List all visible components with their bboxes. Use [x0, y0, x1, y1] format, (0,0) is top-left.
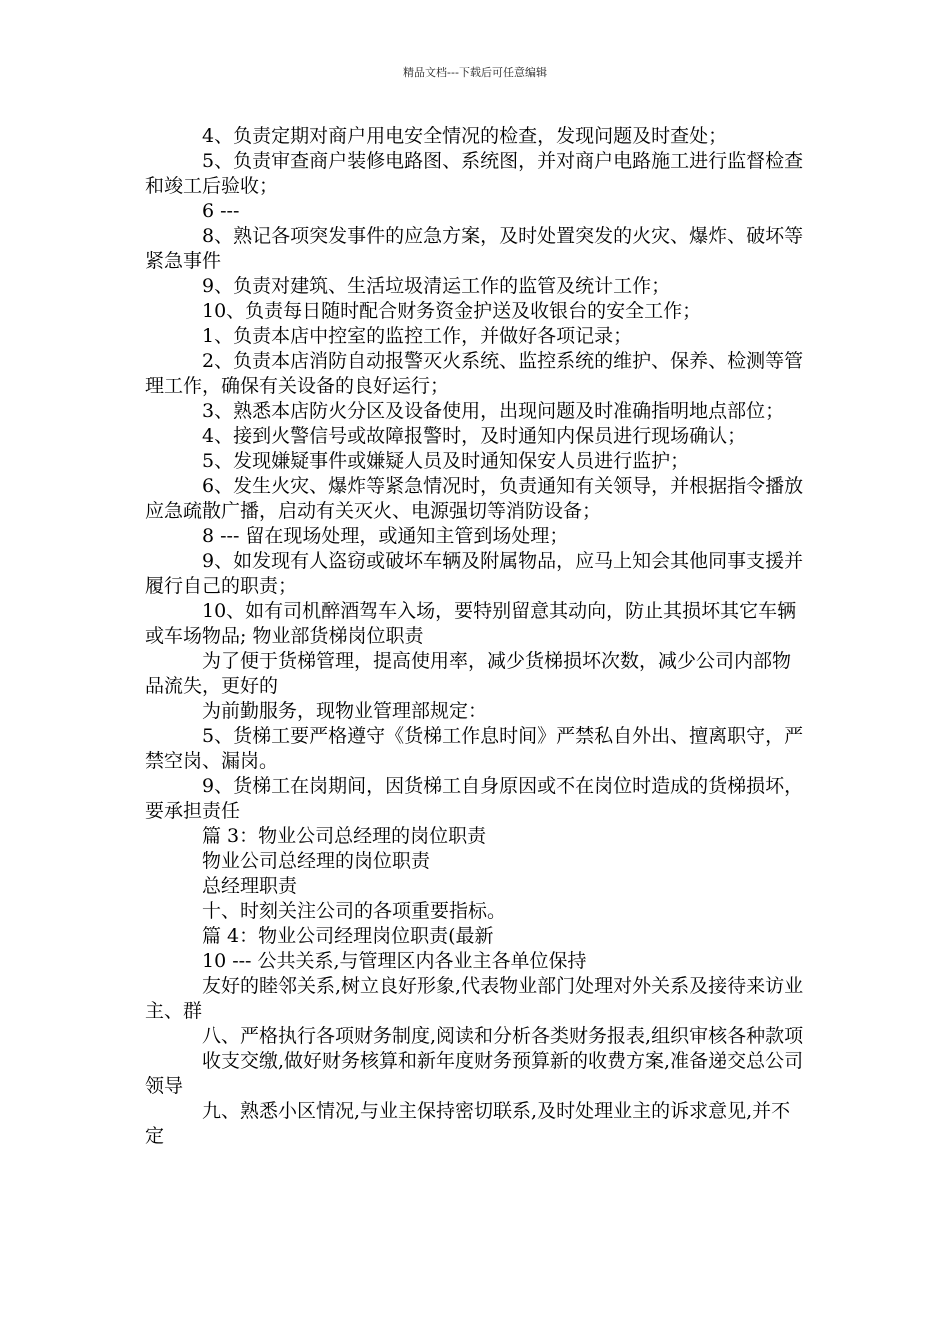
paragraph: 友好的睦邻关系,树立良好形象,代表物业部门处理对外关系及接待来访业主、群: [145, 975, 804, 1022]
section-heading: 篇 3：物业公司总经理的岗位职责: [202, 825, 487, 847]
paragraph: 5、货梯工要严格遵守《货梯工作息时间》严禁私自外出、擅离职守，严禁空岗、漏岗。: [145, 725, 804, 772]
paragraph: 9、货梯工在岗期间，因货梯工自身原因或不在岗位时造成的货梯损坏，要承担责任: [145, 775, 804, 822]
section-heading: 篇 4：物业公司经理岗位职责(最新: [202, 925, 494, 947]
paragraph: 总经理职责: [202, 875, 298, 897]
paragraph: 10 --- 公共关系,与管理区内各业主各单位保持: [202, 950, 587, 972]
paragraph: 6、发生火灾、爆炸等紧急情况时，负责通知有关领导，并根据指令播放应急疏散广播，启动有关灭火、电源强切等消防设备；: [145, 475, 804, 522]
paragraph: 为前勤服务，现物业管理部规定：: [202, 700, 488, 722]
paragraph: 物业公司总经理的岗位职责: [202, 850, 431, 872]
paragraph: 4、负责定期对商户用电安全情况的检查，发现问题及时查处；: [202, 125, 728, 147]
paragraph: 10、如有司机醉酒驾车入场，要特别留意其动向，防止其损坏其它车辆或车场物品; 物业部货梯岗位职责: [145, 600, 797, 647]
paragraph: 5、负责审查商户装修电路图、系统图，并对商户电路施工进行监督检查和竣工后验收；: [145, 150, 804, 197]
paragraph: 8 --- 留在现场处理，或通知主管到场处理；: [202, 525, 569, 547]
document-body: [145, 124, 807, 1149]
paragraph: 6 ---: [202, 200, 240, 222]
paragraph: 2、负责本店消防自动报警灭火系统、监控系统的维护、保养、检测等管理工作，确保有关设备的良好运行；: [145, 350, 804, 397]
paragraph: 十、时刻关注公司的各项重要指标。: [202, 900, 507, 922]
paragraph: 为了便于货梯管理，提高使用率，减少货梯损坏次数，减少公司内部物品流失，更好的: [145, 650, 792, 697]
paragraph: 5、发现嫌疑事件或嫌疑人员及时通知保安人员进行监护；: [202, 450, 690, 472]
paragraph: 4、接到火警信号或故障报警时，及时通知内保员进行现场确认；: [202, 425, 747, 447]
paragraph: 九、熟悉小区情况,与业主保持密切联系,及时处理业主的诉求意见,并不定: [145, 1100, 791, 1147]
paragraph: 9、负责对建筑、生活垃圾清运工作的监管及统计工作；: [202, 275, 671, 297]
paragraph: 1、负责本店中控室的监控工作，并做好各项记录；: [202, 325, 633, 347]
paragraph: 3、熟悉本店防火分区及设备使用，出现问题及时准确指明地点部位；: [202, 400, 785, 422]
paragraph: 收支交缴,做好财务核算和新年度财务预算新的收费方案,准备递交总公司领导: [145, 1050, 804, 1097]
paragraph: 8、熟记各项突发事件的应急方案，及时处置突发的火灾、爆炸、破坏等紧急事件: [145, 225, 804, 272]
paragraph: 八、严格执行各项财务制度,阅读和分析各类财务报表,组织审核各种款项: [202, 1025, 804, 1047]
paragraph: 9、如发现有人盗窃或破坏车辆及附属物品，应马上知会其他同事支援并履行自己的职责；: [145, 550, 804, 597]
paragraph: 10、负责每日随时配合财务资金护送及收银台的安全工作；: [202, 300, 702, 322]
page-header: 精品文档---下载后可任意编辑: [403, 66, 547, 79]
